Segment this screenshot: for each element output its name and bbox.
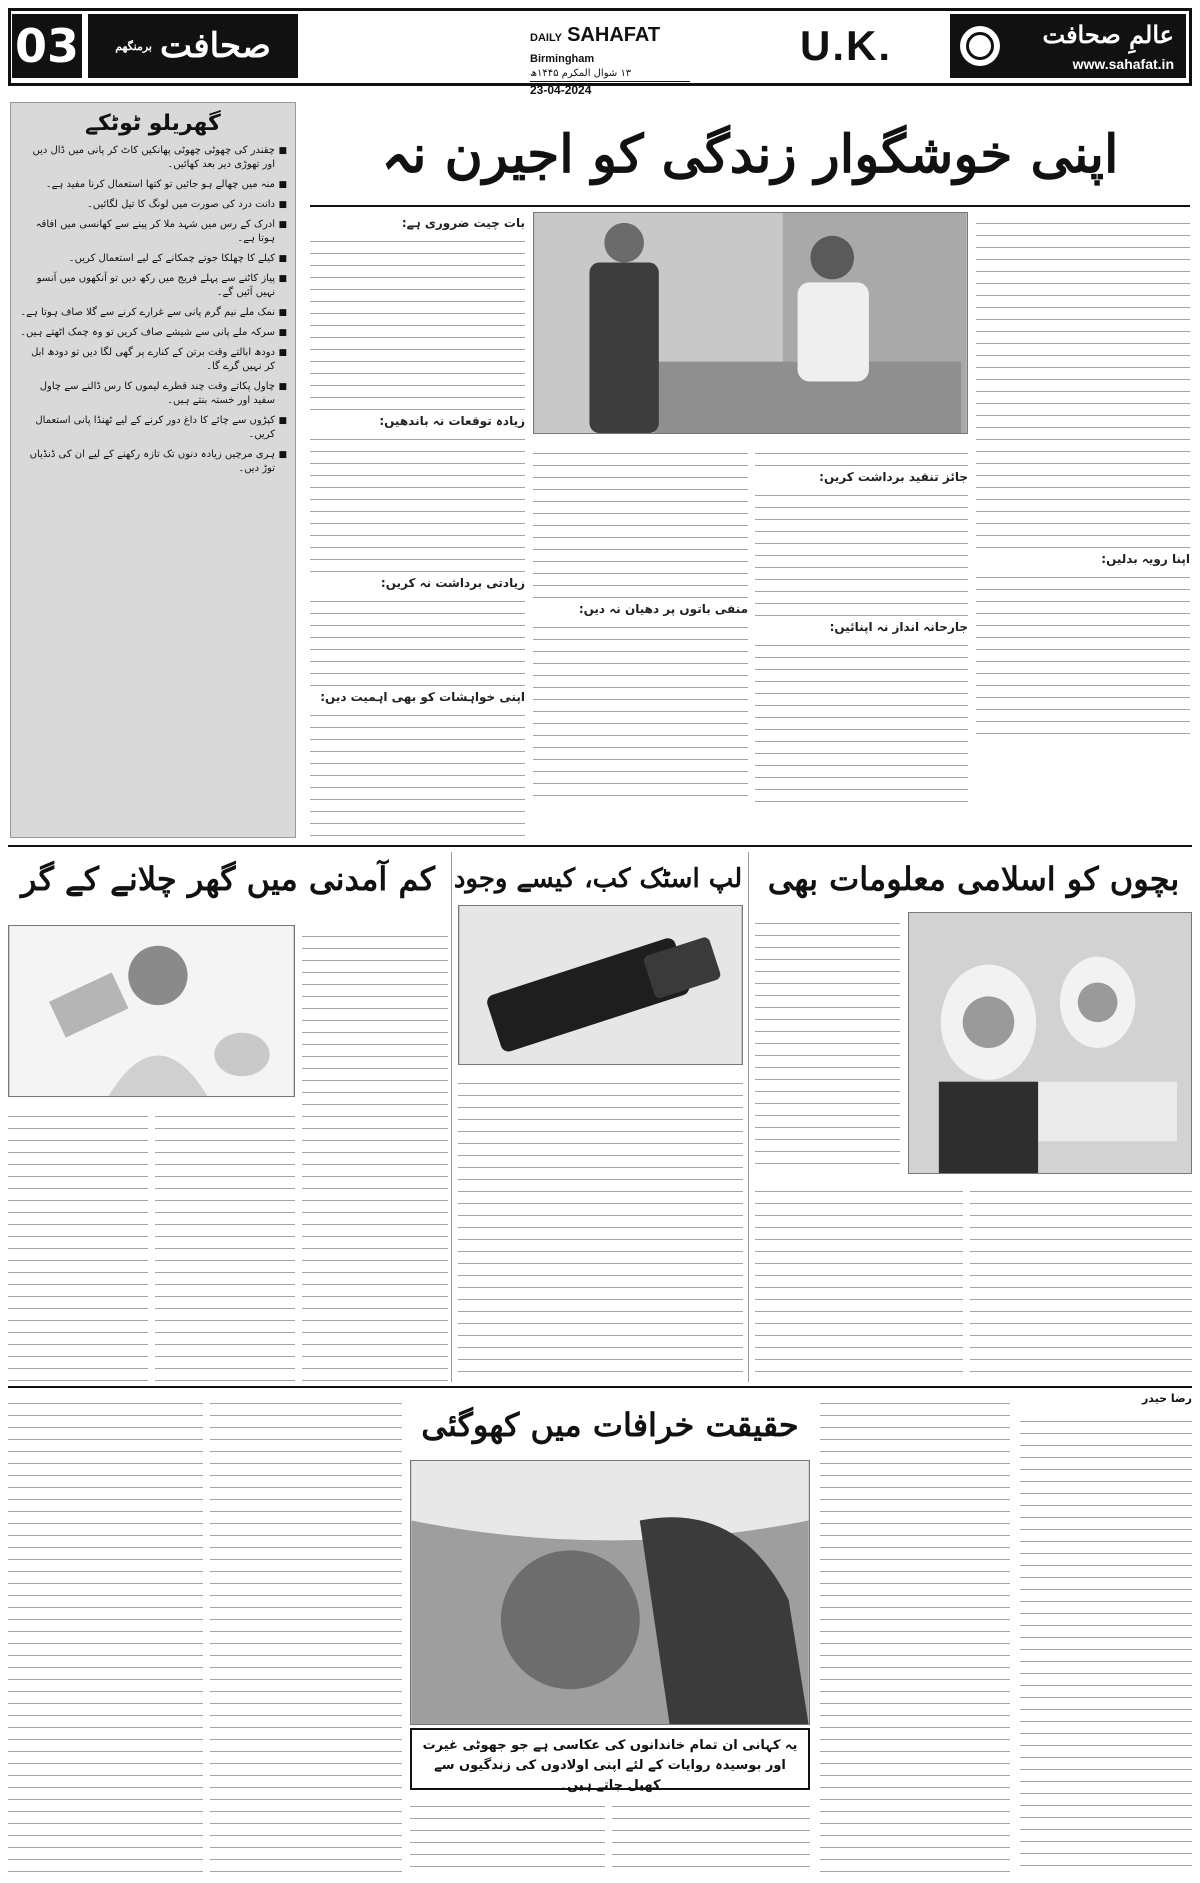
text-block (302, 929, 448, 1381)
budget-headline: کم آمدنی میں گھر چلانے کے گر (21, 860, 435, 898)
children-column-3 (755, 1180, 963, 1380)
text-block (755, 446, 968, 466)
column-divider (748, 852, 749, 1382)
lead-subhead-5: اپنی خواہشات کو بھی اہمیت دیں: (320, 690, 525, 704)
hijri-date: ۱۳ شوال المکرم ۱۴۴۵ھ (530, 68, 632, 79)
masthead-subtitle: برمنگھم (115, 39, 152, 53)
couple-arguing-photo (533, 212, 968, 434)
couple-arguing-illustration (534, 213, 967, 433)
crying-girl-photo (410, 1460, 810, 1725)
woman-with-money-photo (8, 925, 295, 1097)
section-divider (8, 845, 1192, 847)
text-block (8, 1109, 148, 1381)
home-remedies-sidebar (10, 102, 296, 838)
superstition-column-5 (210, 1392, 402, 1875)
text-block (612, 1799, 810, 1867)
superstition-headline: حقیقت خرافات میں کھوگئی (421, 1406, 799, 1444)
budget-column-2 (155, 1105, 295, 1382)
text-block (310, 234, 525, 410)
text-block (755, 916, 900, 1174)
remedy-item: ■ منہ میں چھالے ہو جائیں تو کتھا استعمال کرنا مفید ہے۔ (19, 178, 287, 192)
text-block (210, 1396, 402, 1872)
children-headline: بچوں کو اسلامی معلومات بھی (767, 860, 1180, 898)
masthead-logo-right (950, 14, 1186, 78)
city-label: Birmingham (530, 53, 595, 65)
lipstick-photo (458, 905, 743, 1065)
sidebar-title: گھریلو ٹوٹکے (85, 111, 221, 136)
section-divider (8, 1386, 1192, 1388)
superstition-column-4 (612, 1795, 810, 1875)
superstition-column-6 (8, 1392, 203, 1875)
lead-rule (310, 205, 1190, 207)
text-block (155, 1109, 295, 1381)
photo-caption: یہ کہانی ان تمام خاندانوں کی عکاسی ہے جو جھوٹی غیرت اور بوسیدہ روایات کے لئے اپنی اولادوں کی زندگیوں سے کھیل جاتے ہیں۔ (410, 1728, 810, 1790)
lead-subhead-2: زیادہ توقعات نہ باندھیں: (379, 414, 525, 428)
lipstick-headline: لپ اسٹک کب، کیسے وجود (453, 864, 743, 894)
budget-column-3 (8, 1105, 148, 1382)
remedy-item: ■ دودھ ابالتے وقت برتن کے کنارے پر گھی لگا دیں تو دودھ ابل کر نہیں گرے گا۔ (19, 346, 287, 374)
lead-subhead-1: بات چیت ضروری ہے: (401, 216, 525, 230)
text-block (410, 1799, 605, 1867)
remedy-item: ■ نمک ملے نیم گرم پانی سے غرارے کرنے سے گلا صاف ہوتا ہے۔ (19, 306, 287, 320)
lead-subhead-8: اپنا رویہ بدلیں: (1101, 552, 1190, 566)
remedy-item: ■ کیلے کا چھلکا جوتے چمکانے کے لیے استعمال کریں۔ (19, 252, 287, 266)
lead-subhead-6: جائز تنقید برداشت کریں: (819, 470, 968, 484)
brand-name: SAHAFAT (567, 24, 661, 46)
lead-subhead-7: جارحانہ انداز نہ اپنائیں: (829, 620, 968, 634)
children-column-1 (755, 912, 900, 1174)
lipstick-illustration (459, 906, 742, 1064)
lead-column-2 (533, 442, 748, 837)
crying-girl-illustration (411, 1461, 809, 1724)
remedy-item: ■ پیاز کاٹنے سے پہلے فریج میں رکھ دیں تو آنکھوں میں آنسو نہیں آئیں گے۔ (19, 272, 287, 300)
daily-label: DAILY (530, 32, 562, 44)
superstition-column-2 (820, 1392, 1010, 1875)
lead-headline: اپنی خوشگوار زندگی کو اجیرن نہ (381, 124, 1119, 185)
girls-studying-illustration (909, 913, 1191, 1173)
globe-icon (960, 26, 1000, 66)
masthead-logo-left (88, 14, 298, 78)
lead-column-3 (755, 442, 968, 837)
text-block (976, 570, 1190, 734)
girls-studying-photo (908, 912, 1192, 1174)
column-divider (451, 852, 452, 1382)
sidebar-list (19, 144, 287, 476)
text-block (8, 1396, 203, 1872)
masthead-dateline (530, 24, 690, 97)
edition-label: U.K. (800, 22, 892, 69)
remedy-item: ■ دانت درد کی صورت میں لونگ کا تیل لگائیں۔ (19, 198, 287, 212)
text-block (755, 1184, 963, 1380)
brand-urdu: عالمِ صحافت (1042, 20, 1174, 49)
remedy-item: ■ چقندر کی چھوٹی چھوٹی پھانکیں کاٹ کر پانی میں ڈال دیں اور تھوڑی دیر بعد کھائیں۔ (19, 144, 287, 172)
lead-column-4 (976, 212, 1190, 837)
text-block (310, 708, 525, 837)
remedy-item: ■ سرکہ ملے پانی سے شیشے صاف کریں تو وہ چمک اٹھتے ہیں۔ (19, 326, 287, 340)
lead-column-1 (310, 212, 525, 837)
text-block (310, 594, 525, 686)
children-column-2 (970, 1180, 1192, 1380)
text-block (533, 446, 748, 598)
text-block (970, 1184, 1192, 1380)
remedy-item: ■ ہری مرچیں زیادہ دنوں تک تازہ رکھنے کے لیے ان کی ڈنڈیاں توڑ دیں۔ (19, 448, 287, 476)
remedy-item: ■ کپڑوں سے چائے کا داغ دور کرنے کے لیے ٹھنڈا پانی استعمال کریں۔ (19, 414, 287, 442)
lead-subhead-4: منفی باتوں پر دھیان نہ دیں: (578, 602, 748, 616)
gregorian-date: 23-04-2024 (530, 81, 690, 97)
superstition-column-1 (1020, 1410, 1192, 1875)
woman-with-money-illustration (9, 926, 294, 1096)
page-number: 03 (12, 14, 82, 78)
masthead-title: صحافت (160, 26, 271, 66)
text-block (1020, 1414, 1192, 1875)
lipstick-column (458, 1072, 743, 1382)
text-block (755, 488, 968, 616)
text-block (755, 638, 968, 802)
text-block (820, 1396, 1010, 1872)
remedy-item: ■ ادرک کے رس میں شہد ملا کر پینے سے کھانسی میں افاقہ ہوتا ہے۔ (19, 218, 287, 246)
text-block (976, 216, 1190, 548)
website-link[interactable]: www.sahafat.in (1072, 56, 1174, 72)
superstition-column-3 (410, 1795, 605, 1875)
text-block (458, 1076, 743, 1382)
text-block (533, 620, 748, 796)
byline: رضا حیدر (1141, 1392, 1192, 1405)
text-block (310, 432, 525, 572)
remedy-item: ■ چاول پکاتے وقت چند قطرے لیموں کا رس ڈالنے سے چاول سفید اور خستہ بنتے ہیں۔ (19, 380, 287, 408)
lead-subhead-3: زیادتی برداشت نہ کریں: (380, 576, 525, 590)
budget-column-1 (302, 925, 448, 1382)
